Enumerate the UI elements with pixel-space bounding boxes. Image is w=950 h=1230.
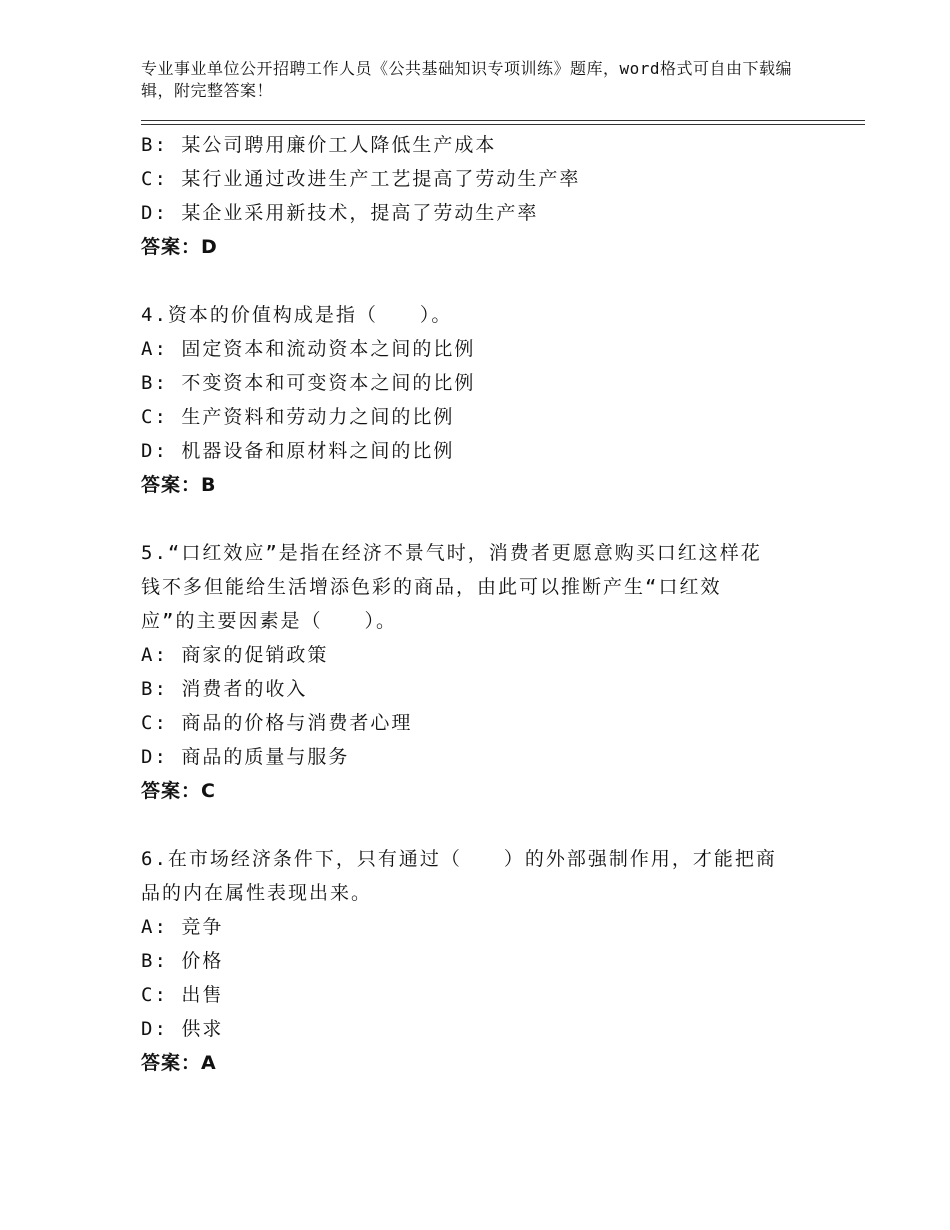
answer-label: 答案：A xyxy=(141,1052,217,1074)
option-d: D: 供求 xyxy=(141,1018,224,1040)
question-3 xyxy=(141,128,821,264)
question-text-line-1: 6.在市场经济条件下，只有通过（ ）的外部强制作用，才能把商 xyxy=(141,848,777,870)
answer-label: 答案：D xyxy=(141,236,218,258)
option-b: B: 消费者的收入 xyxy=(141,678,308,700)
answer-label: 答案：C xyxy=(141,780,216,802)
question-6 xyxy=(141,842,821,1080)
document-header: 专业事业单位公开招聘工作人员《公共基础知识专项训练》题库，word格式可自由下载编辑，附完整答案！ xyxy=(141,59,793,100)
option-b: B: 价格 xyxy=(141,950,224,972)
question-list xyxy=(141,128,821,1080)
option-a: A: 商家的促销政策 xyxy=(141,644,329,666)
question-text-line-3: 应”的主要因素是（ ）。 xyxy=(141,610,397,632)
answer-label: 答案：B xyxy=(141,474,217,496)
option-c: C: 商品的价格与消费者心理 xyxy=(141,712,413,734)
question-text-line-1: 5.“口红效应”是指在经济不景气时，消费者更愿意购买口红这样花 xyxy=(141,542,762,564)
option-c: C: 生产资料和劳动力之间的比例 xyxy=(141,406,455,428)
spacer xyxy=(141,808,821,842)
option-b: B: 不变资本和可变资本之间的比例 xyxy=(141,372,476,394)
option-b: B: 某公司聘用廉价工人降低生产成本 xyxy=(141,134,497,156)
header-divider xyxy=(141,120,865,125)
option-d: D: 某企业采用新技术，提高了劳动生产率 xyxy=(141,202,539,224)
option-c: C: 出售 xyxy=(141,984,224,1006)
option-d: D: 商品的质量与服务 xyxy=(141,746,350,768)
option-a: A: 竞争 xyxy=(141,916,224,938)
question-text: 4.资本的价值构成是指（ ）。 xyxy=(141,304,453,326)
option-d: D: 机器设备和原材料之间的比例 xyxy=(141,440,455,462)
spacer xyxy=(141,264,821,298)
question-4 xyxy=(141,298,821,502)
question-5 xyxy=(141,536,821,808)
question-text-line-2: 钱不多但能给生活增添色彩的商品，由此可以推断产生“口红效 xyxy=(141,576,722,598)
option-a: A: 固定资本和流动资本之间的比例 xyxy=(141,338,476,360)
spacer xyxy=(141,502,821,536)
option-c: C: 某行业通过改进生产工艺提高了劳动生产率 xyxy=(141,168,581,190)
question-text-line-2: 品的内在属性表现出来。 xyxy=(141,882,373,904)
